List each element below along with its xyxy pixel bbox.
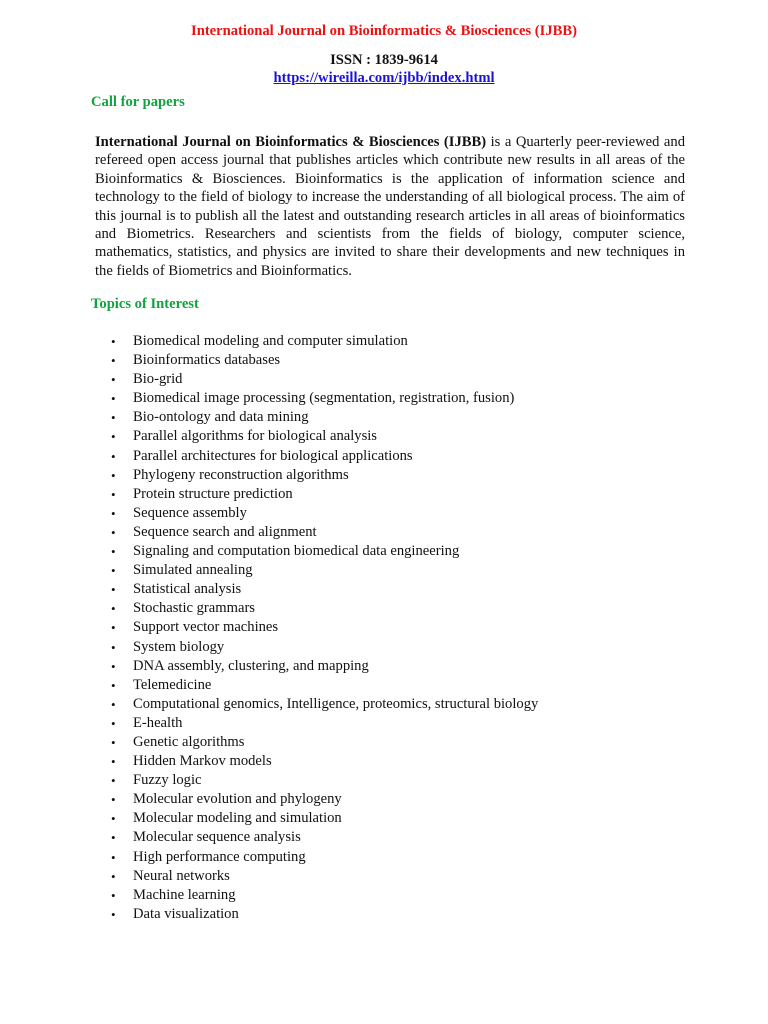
topic-item — [95, 332, 695, 351]
topic-label: Statistical analysis — [133, 581, 242, 598]
topic-item — [95, 714, 695, 733]
bullet-icon: • — [111, 830, 116, 846]
topic-label: Computational genomics, Intelligence, proteomics, structural biology — [133, 695, 539, 712]
topic-label: Bio-ontology and data mining — [133, 409, 309, 426]
topic-label: Signaling and computation biomedical data engineering — [133, 543, 460, 560]
topic-label: Support vector machines — [133, 619, 279, 636]
bullet-icon: • — [111, 658, 116, 674]
topic-item — [95, 599, 695, 618]
topic-item — [95, 523, 695, 542]
bullet-icon: • — [111, 887, 116, 903]
topic-label: Parallel algorithms for biological analysis — [133, 428, 377, 445]
bullet-icon: • — [111, 792, 116, 808]
bullet-icon: • — [111, 906, 116, 922]
topic-item — [95, 351, 695, 370]
topic-label: Sequence assembly — [133, 504, 247, 521]
bullet-icon: • — [111, 734, 116, 750]
topic-item — [95, 447, 695, 466]
journal-url-link[interactable]: https://wireilla.com/ijbb/index.html — [273, 70, 495, 86]
topic-label: Phylogeny reconstruction algorithms — [133, 466, 349, 483]
bullet-icon: • — [111, 448, 116, 464]
topic-item — [95, 485, 695, 504]
bullet-icon: • — [111, 849, 116, 865]
topic-item — [95, 370, 695, 389]
topic-label: Molecular sequence analysis — [133, 829, 301, 846]
topic-item — [95, 466, 695, 485]
topic-label: Data visualization — [133, 905, 239, 922]
topic-label: Parallel architectures for biological applications — [133, 447, 413, 464]
topic-label: Hidden Markov models — [133, 753, 272, 770]
bullet-icon: • — [111, 372, 116, 388]
bullet-icon: • — [111, 715, 116, 731]
topic-item — [95, 561, 695, 580]
bullet-icon: • — [111, 467, 116, 483]
bullet-icon: • — [111, 410, 116, 426]
topic-label: E-health — [133, 714, 183, 731]
bullet-icon: • — [111, 620, 116, 636]
topic-label: Biomedical modeling and computer simulation — [133, 333, 408, 349]
topics-heading: Topics of Interest — [91, 296, 199, 312]
bullet-icon: • — [111, 639, 116, 655]
topic-item — [95, 790, 695, 809]
topic-item — [95, 542, 695, 561]
topic-label: Biomedical image processing (segmentation, registration, fusion) — [133, 390, 515, 407]
topic-label: High performance computing — [133, 848, 306, 865]
topic-item — [95, 389, 695, 408]
topic-label: Molecular evolution and phylogeny — [133, 791, 342, 808]
journal-title: International Journal on Bioinformatics & Biosciences (IJBB) — [191, 23, 577, 39]
intro-journal-name: International Journal on Bioinformatics & Biosciences (IJBB) — [95, 134, 487, 150]
bullet-icon: • — [111, 391, 116, 407]
topic-item — [95, 886, 695, 905]
topic-item — [95, 638, 695, 657]
bullet-icon: • — [111, 696, 116, 712]
intro-text: is a Quarterly peer-reviewed and refereed open access journal that publishes articles which contribute new results in all areas of the Bioinformatics & Biosciences. Bioinformatics is the application of information science and technology to the field of biology to increase the understanding of all biological process. The aim of this journal is to publish all the latest and outstanding research articles in all areas of bioinformatics and Biometrics. Researchers and scientists from the fields of biology, computer science, mathematics, statistics, and physics are invited to share their developments and new techniques in the fields of Biometrics and Bioinformatics. — [95, 134, 685, 279]
topic-label: Molecular modeling and simulation — [133, 810, 342, 827]
topic-item — [95, 427, 695, 446]
bullet-icon: • — [111, 334, 116, 349]
bullet-icon: • — [111, 754, 116, 770]
bullet-icon: • — [111, 811, 116, 827]
intro-paragraph — [95, 133, 685, 280]
topic-item — [95, 504, 695, 523]
topic-item — [95, 408, 695, 427]
topic-item — [95, 752, 695, 771]
topic-label: Neural networks — [133, 867, 230, 884]
topic-label: Protein structure prediction — [133, 485, 293, 502]
call-for-papers-heading: Call for papers — [91, 94, 185, 110]
bullet-icon: • — [111, 505, 116, 521]
topic-label: Bioinformatics databases — [133, 352, 281, 369]
topic-item — [95, 867, 695, 886]
bullet-icon: • — [111, 429, 116, 445]
bullet-icon: • — [111, 524, 116, 540]
topic-label: System biology — [133, 638, 225, 655]
topic-item — [95, 848, 695, 867]
topic-label: Telemedicine — [133, 676, 212, 693]
topic-label: Sequence search and alignment — [133, 523, 317, 540]
issn-line: ISSN : 1839-9614 — [330, 52, 438, 68]
topic-item — [95, 828, 695, 847]
topic-label: Genetic algorithms — [133, 733, 245, 750]
bullet-icon: • — [111, 601, 116, 617]
topic-item — [95, 618, 695, 637]
topic-item — [95, 809, 695, 828]
topic-item — [95, 905, 695, 924]
topic-item — [95, 733, 695, 752]
topic-item — [95, 695, 695, 714]
bullet-icon: • — [111, 868, 116, 884]
topic-label: DNA assembly, clustering, and mapping — [133, 657, 369, 674]
bullet-icon: • — [111, 773, 116, 789]
bullet-icon: • — [111, 582, 116, 598]
topic-item — [95, 657, 695, 676]
topic-label: Machine learning — [133, 886, 236, 903]
topic-label: Bio-grid — [133, 371, 183, 388]
topic-item — [95, 676, 695, 695]
bullet-icon: • — [111, 486, 116, 502]
topic-label: Fuzzy logic — [133, 772, 202, 789]
bullet-icon: • — [111, 563, 116, 579]
topic-label: Stochastic grammars — [133, 600, 255, 617]
topic-item — [95, 771, 695, 790]
bullet-icon: • — [111, 353, 116, 369]
bullet-icon: • — [111, 677, 116, 693]
topic-item — [95, 580, 695, 599]
topic-label: Simulated annealing — [133, 562, 253, 579]
topics-list — [95, 332, 695, 924]
bullet-icon: • — [111, 544, 116, 560]
journal-url-line — [0, 69, 768, 87]
